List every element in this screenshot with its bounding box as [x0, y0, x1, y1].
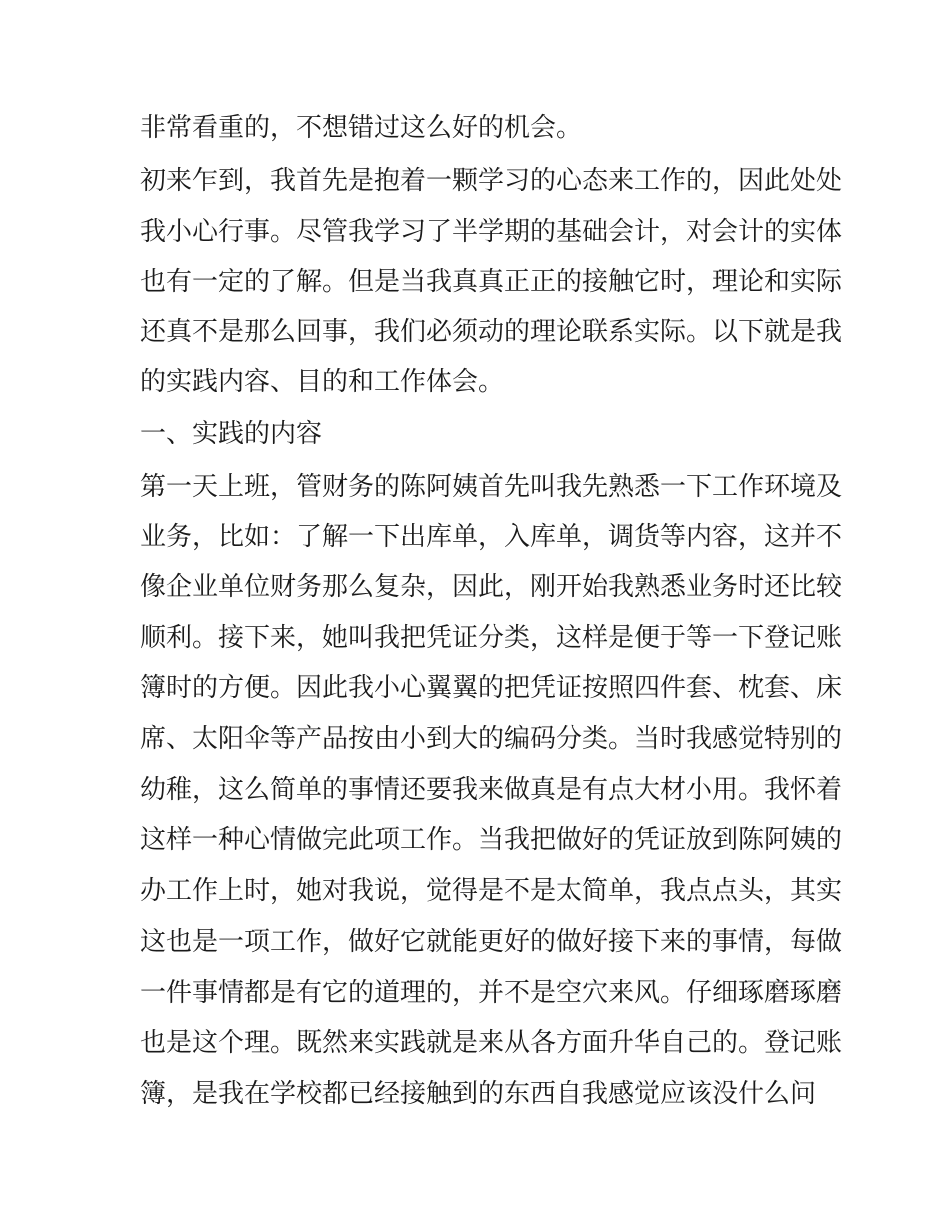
text-line: 第一天上班，管财务的陈阿姨首先叫我先熟悉一下工作环境及	[140, 472, 843, 502]
text-line: 也是这个理。既然来实践就是来从各方面升华自己的。登记账	[140, 1028, 843, 1058]
text-line: 一件事情都是有它的道理的，并不是空穴来风。仔细琢磨琢磨	[140, 978, 843, 1008]
text-line: 顺利。接下来，她叫我把凭证分类，这样是便于等一下登记账	[140, 623, 843, 653]
text-line: 这也是一项工作，做好它就能更好的做好接下来的事情，每做	[140, 927, 843, 957]
text-line: 也有一定的了解。但是当我真真正正的接触它时，理论和实际	[140, 267, 843, 297]
section-heading: 一、实践的内容	[140, 419, 323, 449]
text-line: 这样一种心情做完此项工作。当我把做好的凭证放到陈阿姨的	[140, 825, 843, 855]
text-line: 的实践内容、目的和工作体会。	[140, 367, 505, 397]
text-line: 簿，是我在学校都已经接触到的东西自我感觉应该没什么问	[140, 1079, 817, 1109]
text-line: 还真不是那么回事，我们必须动的理论联系实际。以下就是我	[140, 317, 843, 347]
text-line: 非常看重的，不想错过这么好的机会。	[140, 113, 583, 143]
text-line: 办工作上时，她对我说，觉得是不是太简单，我点点头，其实	[140, 876, 843, 906]
text-line: 席、太阳伞等产品按由小到大的编码分类。当时我感觉特别的	[140, 724, 843, 754]
text-line: 幼稚，这么简单的事情还要我来做真是有点大材小用。我怀着	[140, 775, 843, 805]
text-line: 初来乍到，我首先是抱着一颗学习的心态来工作的，因此处处	[140, 166, 843, 196]
text-line: 业务，比如：了解一下出库单，入库单，调货等内容，这并不	[140, 522, 843, 552]
text-line: 簿时的方便。因此我小心翼翼的把凭证按照四件套、枕套、床	[140, 673, 843, 703]
text-line: 我小心行事。尽管我学习了半学期的基础会计，对会计的实体	[140, 217, 843, 247]
text-line: 像企业单位财务那么复杂，因此，刚开始我熟悉业务时还比较	[140, 572, 843, 602]
